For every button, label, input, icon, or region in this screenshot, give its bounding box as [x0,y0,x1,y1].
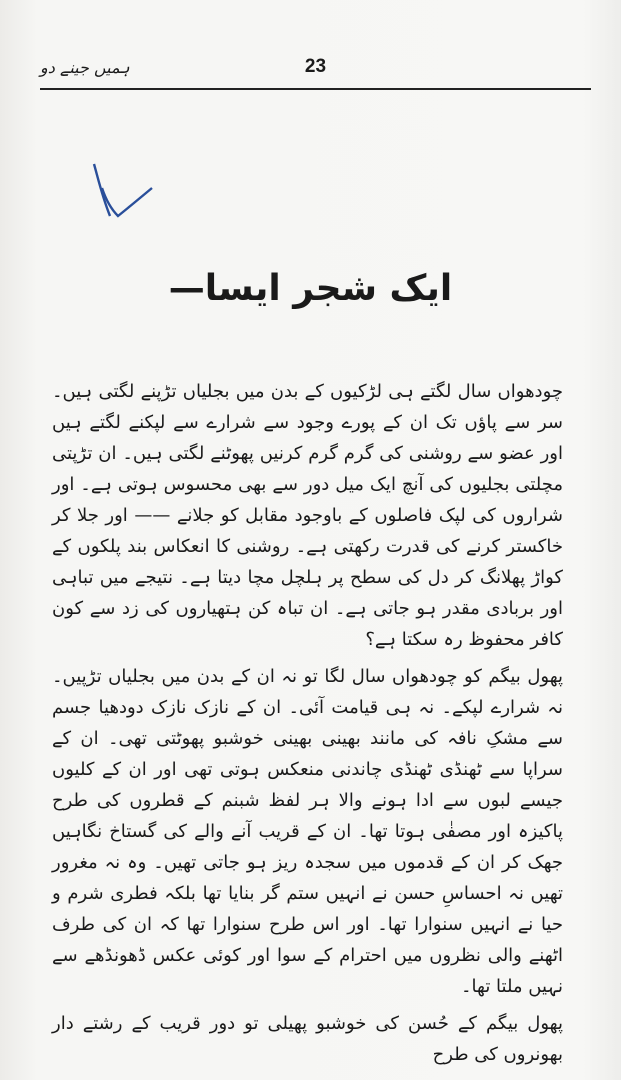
paragraph: پھول بیگم کے حُسن کی خوشبو پھیلی تو دور قریب کے رشتے دار بھونروں کی طرح [52,1013,563,1065]
running-title: ہمیں جینے دو [40,58,130,77]
paragraph: چودھواں سال لگتے ہی لڑکیوں کے بدن میں بجلیاں تڑپنے لگتی ہیں۔ سر سے پاؤں تک ان کے پورے وجود سے شرارے سے لپکنے لگتے ہیں اور عضو سے روشنی کی گرم گرم کرنیں پھوٹنے لگتی ہیں۔ ان تڑپتی مچلتی بجلیوں کی آنچ ایک میل دور سے بھی محسوس ہوتی ہے۔ اور شراروں کی لپک فاصلوں کے باوجود مقابل کو جلانے —— اور جلا کر خاکستر کرنے کی قدرت رکھتی ہے۔ روشنی کا انعکاس بند پلکوں کے کواڑ پھلانگ کر دل کی سطح پر ہلچل مچا دیتا ہے۔ نتیجے میں تباہی اور بربادی مقدر ہو جاتی ہے۔ ان تباہ کن ہتھیاروں کی زد سے کون کافر محفوظ رہ سکتا ہے؟ [52,381,563,650]
paragraph: پھول بیگم کو چودھواں سال لگا تو نہ ان کے بدن میں بجلیاں تڑپیں۔ نہ شرارے لپکے۔ نہ ہی قیامت آئی۔ ان کے نازک نازک دودھیا جسم سے مشکِ نافہ کی مانند بھینی بھینی خوشبو پھوٹتی تھی۔ ان کے سراپا سے ٹھنڈی ٹھنڈی چاندنی منعکس ہوتی تھی اور ان کے کلیوں جیسے لبوں سے ادا ہونے والا ہر لفظ شبنم کے قطروں کی طرح پاکیزہ اور مصفٰی ہوتا تھا۔ ان کے قریب آنے والے کی گستاخ نگاہیں جھک کر ان کے قدموں میں سجدہ ریز ہو جاتی تھیں۔ وہ نہ مغرور تھیں نہ احساسِ حسن نے انہیں ستم گر بنایا تھا بلکہ فطری شرم و حیا نے انہیں سنوارا تھا۔ اور اس طرح سنوارا تھا کہ ان کی طرف اٹھنے والی نظروں میں احترام کے سوا اور کوئی عکس ڈھونڈھے سے نہیں ملتا تھا۔ [52,666,563,997]
page-header [40,52,591,92]
pen-mark-icon [88,158,158,228]
header-rule [40,88,591,90]
body-text [52,376,563,1070]
chapter-title: ایک شجر ایسا— [168,268,453,309]
page-number: 23 [304,56,327,77]
